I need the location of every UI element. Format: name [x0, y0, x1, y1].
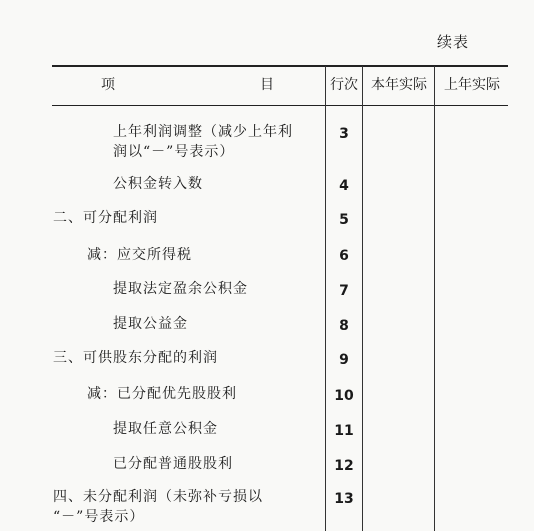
row-label-line: 减：应交所得税: [87, 247, 192, 263]
row-label: [87, 384, 237, 404]
header-row-number: 行次: [330, 77, 358, 93]
continued-table-label: 续表: [437, 33, 470, 51]
row-label: [113, 454, 233, 474]
header-item-char-1: 项: [101, 77, 116, 93]
table-top-rule: [52, 65, 508, 67]
row-label: [113, 122, 293, 162]
row-label-line: 上年利润调整（减少上年利: [113, 124, 293, 140]
row-number: 4: [339, 178, 349, 194]
row-number: 12: [334, 458, 354, 474]
row-label-line: 四、未分配利润（未弥补亏损以: [53, 489, 263, 505]
row-label-line: 润以“－”号表示）: [113, 144, 235, 160]
row-label: [87, 245, 192, 265]
row-label-line: 提取公益金: [113, 316, 188, 332]
row-label-line: 减：已分配优先股股利: [87, 386, 237, 402]
header-prior-year: 上年实际: [444, 77, 500, 93]
table-header-rule: [52, 105, 508, 106]
row-label-line: 公积金转入数: [113, 176, 203, 192]
row-label: [113, 279, 248, 299]
row-label: [113, 174, 203, 194]
row-number: 9: [339, 352, 349, 368]
column-divider-current: [362, 66, 363, 531]
column-divider-prior: [434, 66, 435, 531]
row-number: 10: [334, 388, 354, 404]
header-current-year: 本年实际: [371, 77, 427, 93]
row-label: [53, 487, 263, 527]
row-label: [53, 348, 218, 368]
row-label-line: 提取法定盈余公积金: [113, 281, 248, 297]
row-number: 6: [339, 248, 349, 264]
row-label: [113, 419, 218, 439]
row-number: 5: [339, 212, 349, 228]
header-item-char-2: 目: [260, 77, 274, 93]
row-label-line: 已分配普通股股利: [113, 456, 233, 472]
row-label: [53, 208, 158, 228]
row-label: [113, 314, 188, 334]
row-label-line: 二、可分配利润: [53, 210, 158, 226]
row-label-line: 提取任意公积金: [113, 421, 218, 437]
row-number: 13: [334, 491, 354, 507]
row-number: 7: [339, 283, 349, 299]
row-number: 3: [339, 126, 349, 142]
row-label-line: “－”号表示）: [53, 509, 145, 525]
row-number: 8: [339, 318, 349, 334]
row-number: 11: [334, 423, 354, 439]
row-label-line: 三、可供股东分配的利润: [53, 350, 218, 366]
